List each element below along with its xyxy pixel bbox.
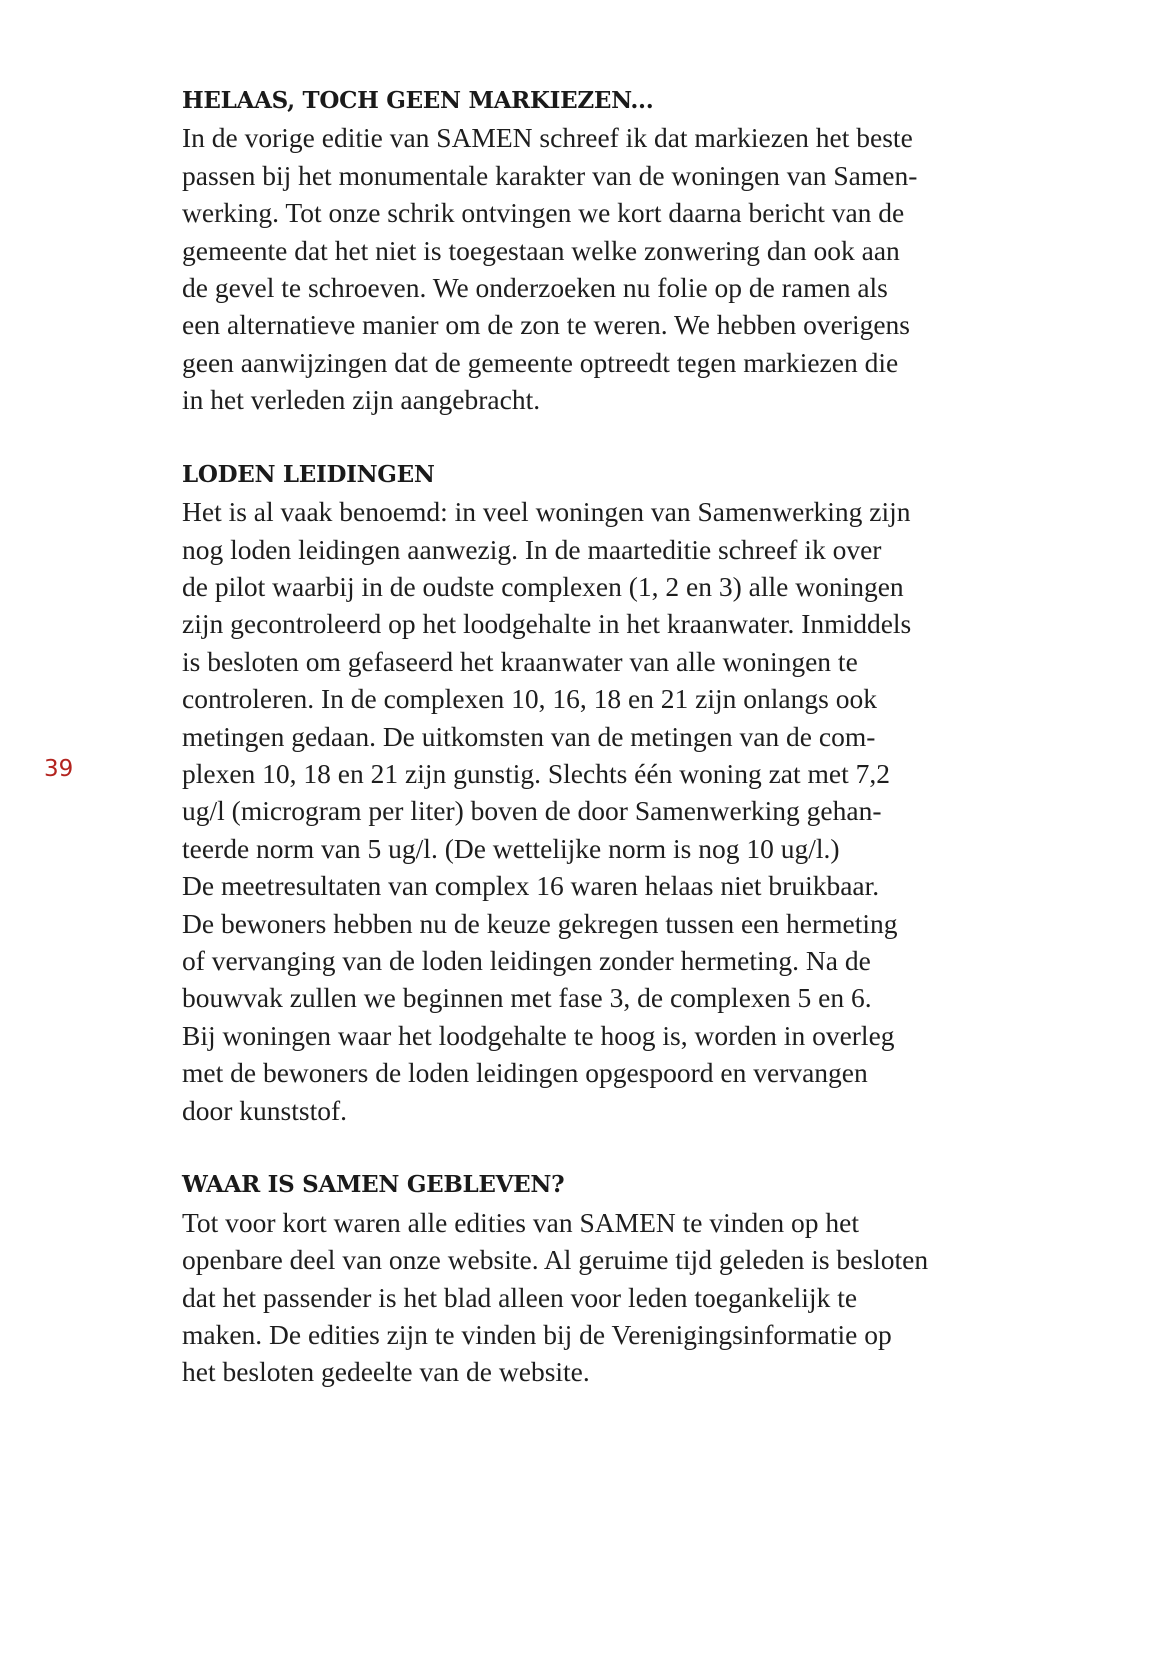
paragraph-line: in het verleden zijn aangebracht. <box>182 384 541 416</box>
paragraph-line: of vervanging van de loden leidingen zonder hermeting. Na de <box>182 944 871 976</box>
paragraph-line: de gevel te schroeven. We onderzoeken nu folie op de ramen als <box>182 271 888 303</box>
section-heading: HELAAS, TOCH GEEN MARKIEZEN... <box>182 87 654 114</box>
paragraph-line: In de vorige editie van SAMEN schreef ik dat markiezen het beste <box>182 122 913 154</box>
paragraph-line: dat het passender is het blad alleen voor leden toegankelijk te <box>182 1281 858 1313</box>
paragraph-line: het besloten gedeelte van de website. <box>182 1356 590 1388</box>
paragraph-line: gemeente dat het niet is toegestaan welke zonwering dan ook aan <box>182 234 900 266</box>
page-number: 39 <box>44 756 74 782</box>
paragraph-line: door kunststof. <box>182 1094 347 1126</box>
paragraph-line: geen aanwijzingen dat de gemeente optreedt tegen markiezen die <box>182 346 899 378</box>
paragraph-line: maken. De edities zijn te vinden bij de Verenigingsinformatie op <box>182 1318 892 1350</box>
paragraph-line: met de bewoners de loden leidingen opgespoord en vervangen <box>182 1057 868 1089</box>
section-heading: LODEN LEIDINGEN <box>182 460 435 488</box>
paragraph-line: teerde norm van 5 ug/l. (De wettelijke norm is nog 10 ug/l.) <box>182 832 840 864</box>
paragraph-line: Tot voor kort waren alle edities van SAMEN te vinden op het <box>182 1206 860 1238</box>
paragraph-line: ug/l (microgram per liter) boven de door Samenwerking gehan- <box>182 795 882 827</box>
paragraph-line: is besloten om gefaseerd het kraanwater van alle woningen te <box>182 645 858 677</box>
paragraph-line: de pilot waarbij in de oudste complexen (1, 2 en 3) alle woningen <box>182 571 904 603</box>
article-body <box>182 82 1082 1428</box>
paragraph-line: bouwvak zullen we beginnen met fase 3, de complexen 5 en 6. <box>182 982 872 1014</box>
section-heading: WAAR IS SAMEN GEBLEVEN? <box>182 1171 565 1199</box>
paragraph-line: nog loden leidingen aanwezig. In de maarteditie schreef ik over <box>182 533 882 565</box>
paragraph-line: plexen 10, 18 en 21 zijn gunstig. Slechts één woning zat met 7,2 <box>182 758 890 790</box>
paragraph-line: zijn gecontroleerd op het loodgehalte in het kraanwater. Inmiddels <box>182 608 912 640</box>
paragraph-line: passen bij het monumentale karakter van de woningen van Samen- <box>182 159 918 191</box>
paragraph-line: werking. Tot onze schrik ontvingen we kort daarna bericht van de <box>182 197 905 229</box>
paragraph-line: Bij woningen waar het loodgehalte te hoog is, worden in overleg <box>182 1019 895 1051</box>
paragraph-line: openbare deel van onze website. Al geruime tijd geleden is besloten <box>182 1244 929 1276</box>
paragraph-line: De meetresultaten van complex 16 waren helaas niet bruikbaar. <box>182 870 880 902</box>
section-markiezen <box>182 82 1082 419</box>
paragraph-line: metingen gedaan. De uitkomsten van de metingen van de com- <box>182 720 876 752</box>
paragraph-line: controleren. In de complexen 10, 16, 18 en 21 zijn onlangs ook <box>182 683 877 715</box>
section-loden-leidingen <box>182 456 1082 1129</box>
paragraph-line: een alternatieve manier om de zon te weren. We hebben overigens <box>182 309 910 341</box>
section-waar-is-samen <box>182 1166 1082 1390</box>
paragraph-line: Het is al vaak benoemd: in veel woningen van Samenwerking zijn <box>182 496 911 528</box>
paragraph-line: De bewoners hebben nu de keuze gekregen tussen een hermeting <box>182 907 898 939</box>
